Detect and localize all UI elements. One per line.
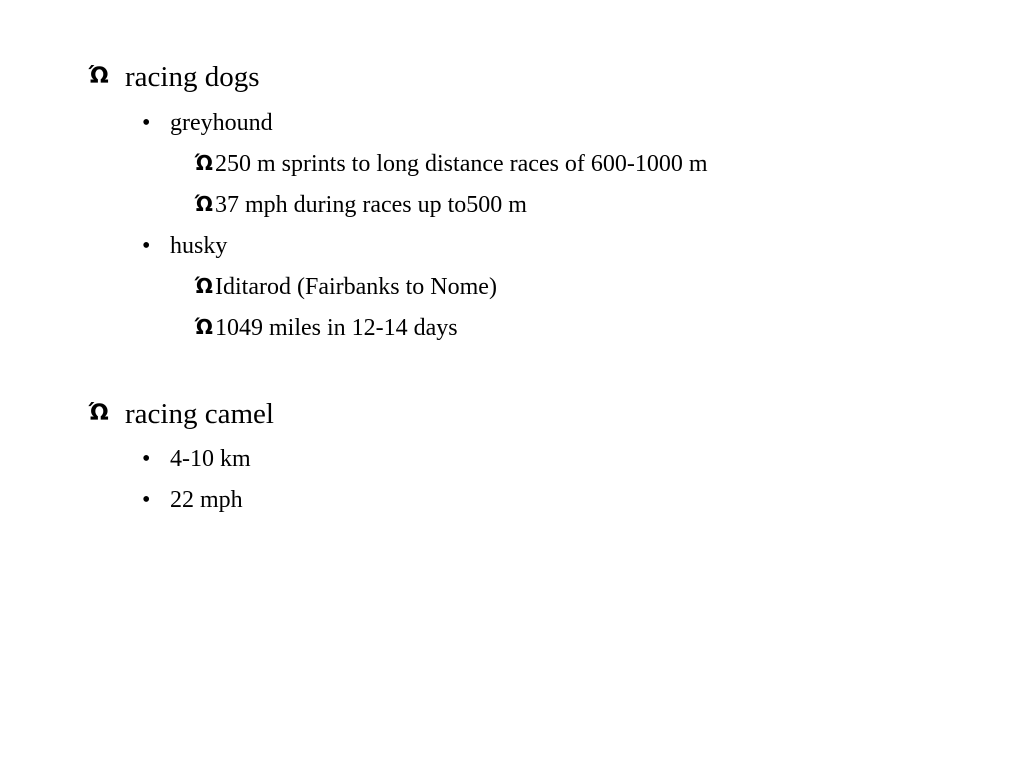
section-title: racing dogs [125, 61, 260, 93]
subbullet-label: 4-10 km [170, 446, 251, 472]
bullet-dot-icon: • [142, 446, 151, 472]
subbullet-label: husky [170, 233, 228, 259]
bullet-dot-icon: • [142, 487, 151, 513]
bullet-marker-icon: Ώ [89, 64, 109, 89]
detail-text: 250 m sprints to long distance races of 600-1000 m [215, 151, 708, 177]
bullet-marker-icon: Ώ [195, 192, 213, 216]
bullet-dot-icon: • [142, 110, 151, 136]
detail-text: 1049 miles in 12-14 days [215, 315, 458, 341]
section-title: racing camel [125, 398, 274, 430]
bullet-marker-icon: Ώ [195, 315, 213, 339]
bullet-marker-icon: Ώ [195, 274, 213, 298]
bullet-marker-icon: Ώ [89, 401, 109, 426]
subbullet-label: 22 mph [170, 487, 243, 513]
bullet-dot-icon: • [142, 233, 151, 259]
detail-text: Iditarod (Fairbanks to Nome) [215, 274, 497, 300]
subbullet-label: greyhound [170, 110, 273, 136]
detail-text: 37 mph during races up to500 m [215, 192, 527, 218]
bullet-marker-icon: Ώ [195, 151, 213, 175]
